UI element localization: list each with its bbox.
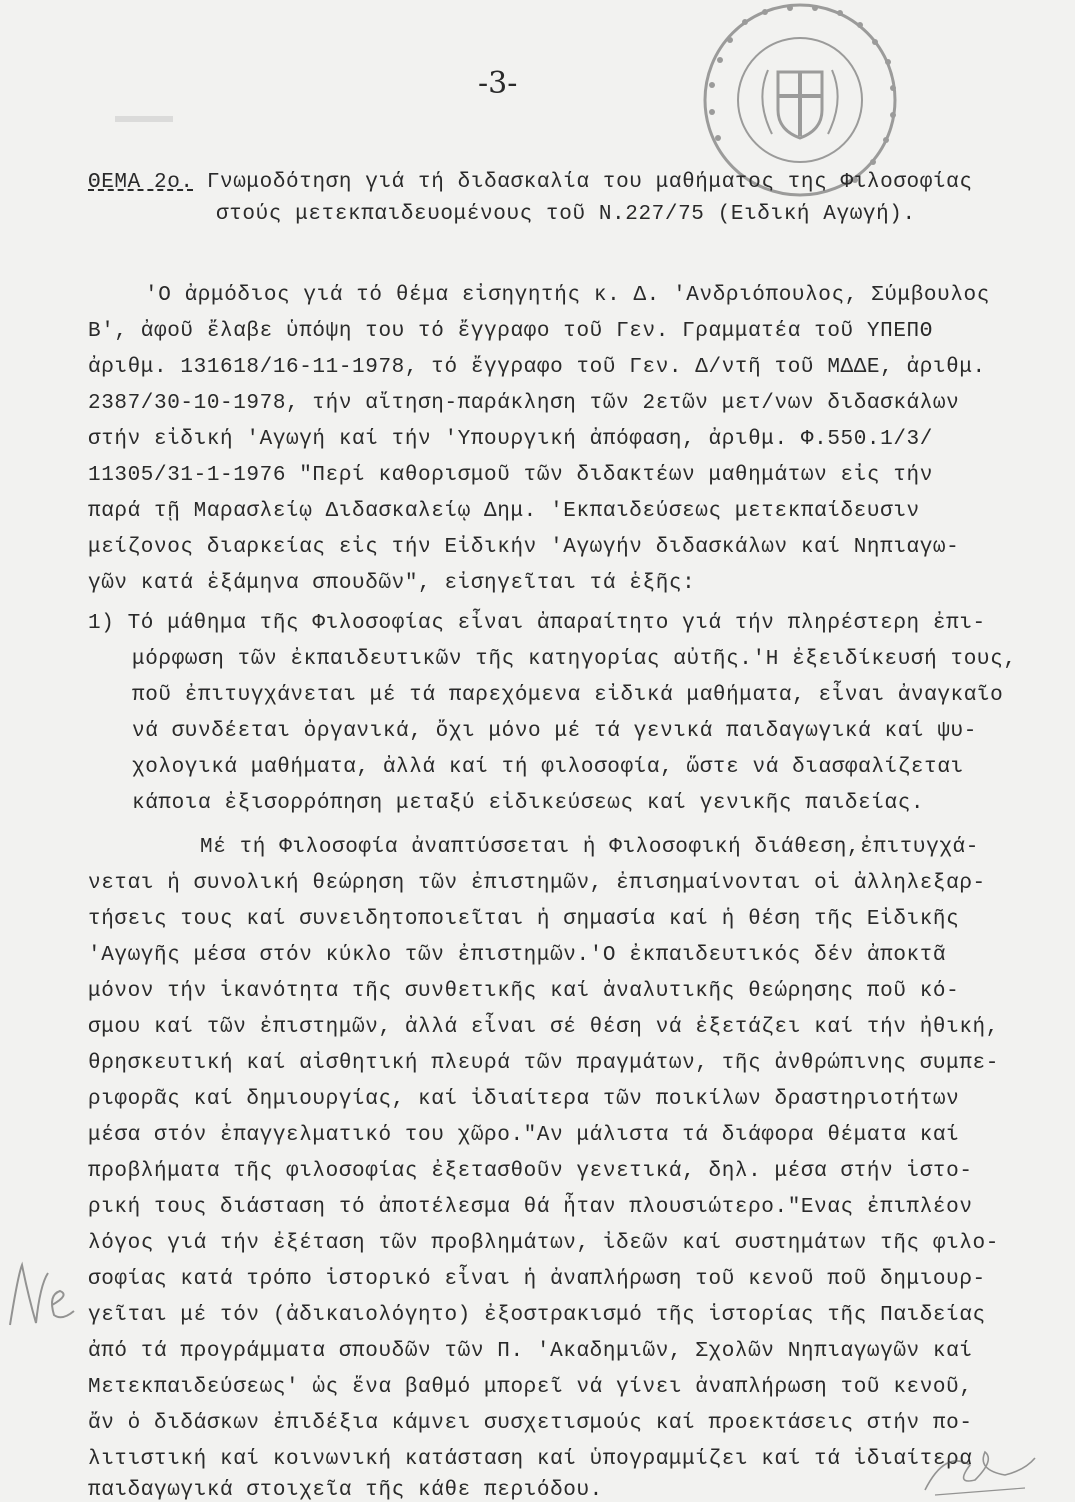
- subject-title-line-2: στούς μετεκπαιδευομένους τοῦ Ν.227/75 (Ειδική Αγωγή).: [216, 203, 916, 226]
- faint-mark-icon: [115, 112, 175, 126]
- body-line: Μετεκπαιδεύσεως' ὡς ἕνα βαθμό μπορεῖ νά γίνει ἀναπλήρωση τοῦ κενοῦ,: [88, 1376, 973, 1399]
- body-line: σοφίας κατά τρόπο ἱστορικό εἶναι ἡ ἀναπλήρωση τοῦ κενοῦ ποῦ δημιουρ-: [88, 1268, 986, 1291]
- body-line: ριφορᾶς καί δημιουργίας, καί ἰδιαίτερα τῶν ποικίλων δραστηριοτήτων: [88, 1088, 960, 1111]
- body-line: Μέ τή Φιλοσοφία ἀναπτύσσεται ἡ Φιλοσοφική διάθεση,ἐπιτυγχά-: [200, 836, 979, 859]
- body-line: στήν εἰδική 'Αγωγή καί τήν 'Υπουργική ἀπόφαση, ἀριθμ. Φ.550.1/3/: [88, 428, 933, 451]
- body-line: νεται ἡ συνολική θεώρηση τῶν ἐπιστημῶν, ἐπισημαίνονται οἱ ἀλληλεξαρ-: [88, 872, 986, 895]
- body-line: κάποια ἐξισορρόπηση μεταξύ εἰδικεύσεως καί γενικῆς παιδείας.: [132, 792, 925, 815]
- body-line: 'Ο ἀρμόδιος γιά τό θέμα εἰσηγητής κ. Δ. 'Ανδριόπουλος, Σύμβουλος: [145, 284, 990, 307]
- page-number: -3-: [478, 66, 518, 101]
- numbered-item-1: 1) Τό μάθημα τῆς Φιλοσοφίας εἶναι ἀπαραίτητο γιά τήν πληρέστερη ἐπι-: [88, 612, 986, 635]
- subject-title-line-1: Γνωμοδότηση γιά τή διδασκαλία του μαθήματος της Φιλοσοφίας: [206, 171, 973, 194]
- body-line: μέσα στόν ἐπαγγελματικό του χῶρο."Αν μάλιστα τά διάφορα θέματα καί: [88, 1124, 960, 1147]
- body-line: παρά τῇ Μαρασλείῳ Διδασκαλείῳ Δημ. 'Εκπαιδεύσεως μετεκπαίδευσιν: [88, 500, 920, 523]
- body-line: Β', ἀφοῦ ἔλαβε ὑπόψη του τό ἔγγραφο τοῦ Γεν. Γραμματέα τοῦ ΥΠΕΠΘ: [88, 320, 933, 343]
- body-line: 'Αγωγῆς μέσα στόν κύκλο τῶν ἐπιστημῶν.'Ο ἐκπαιδευτικός δέν ἀποκτᾶ: [88, 944, 947, 967]
- body-line: μείζονος διαρκείας εἰς τήν Εἰδικήν 'Αγωγήν διδασκάλων καί Νηπιαγω-: [88, 536, 960, 559]
- subject-label: ΘΕΜΑ 2ο.: [88, 171, 194, 194]
- body-line: γῶν κατά ἑξάμηνα σπουδῶν", εἰσηγεῖται τά ἑξῆς:: [88, 572, 696, 595]
- body-line: λιτιστική καί κοινωνική κατάσταση καί ὑπογραμμίζει καί τά ἰδιαίτερα: [88, 1448, 973, 1471]
- signature-icon: [915, 1440, 1045, 1500]
- body-line: ρική τους διάσταση τό ἀποτέλεσμα θά ἦταν πλουσιώτερο."Ενας ἐπιπλέον: [88, 1196, 973, 1219]
- body-line: τήσεις τους καί συνειδητοποιεῖται ἡ σημασία καί ἡ θέση τῆς Εἰδικῆς: [88, 908, 960, 931]
- body-line: λόγος γιά τήν ἐξέταση τῶν προβλημάτων, ἰδεῶν καί συστημάτων τῆς φιλο-: [88, 1232, 999, 1255]
- body-line: μόρφωση τῶν ἐκπαιδευτικῶν τῆς κατηγορίας αὐτῆς.'Η ἐξειδίκευσή τους,: [132, 648, 1017, 671]
- body-line: μόνον τήν ἱκανότητα τῆς συνθετικῆς καί ἀναλυτικῆς θεώρησης ποῦ κό-: [88, 980, 960, 1003]
- body-line: ἀπό τά προγράμματα σπουδῶν τῶν Π. 'Ακαδημιῶν, Σχολῶν Νηπιαγωγῶν καί: [88, 1340, 973, 1363]
- margin-note-text: [4, 1340, 5, 1341]
- body-line: ποῦ ἐπιτυγχάνεται μέ τά παρεχόμενα εἰδικά μαθήματα, εἶναι ἀναγκαῖο: [132, 684, 1004, 707]
- body-line: νά συνδέεται ὀργανικά, ὄχι μόνο μέ τά γενικά παιδαγωγικά καί ψυ-: [132, 720, 977, 743]
- margin-note-icon: [0, 1255, 80, 1335]
- body-line: 2387/30-10-1978, τήν αἴτηση-παράκληση τῶν 2ετῶν μετ/νων διδασκάλων: [88, 392, 960, 415]
- subject-heading-line-1: [88, 170, 973, 196]
- body-line: ἀριθμ. 131618/16-11-1978, τό ἔγγραφο τοῦ Γεν. Δ/ντῆ τοῦ ΜΔΔΕ, ἀριθμ.: [88, 356, 986, 379]
- body-line: 11305/31-1-1976 "Περί καθορισμοῦ τῶν διδακτέων μαθημάτων εἰς τήν: [88, 464, 933, 487]
- body-line: θρησκευτική καί αἰσθητική πλευρά τῶν πραγμάτων, τῆς ἀνθρώπινης συμπε-: [88, 1052, 999, 1075]
- body-line: χολογικά μαθήματα, ἀλλά καί τή φιλοσοφία, ὥστε νά διασφαλίζεται: [132, 756, 964, 779]
- body-line: παιδαγωγικά στοιχεῖα τῆς κάθε περιόδου.: [88, 1479, 603, 1502]
- body-line: ἄν ὁ διδάσκων ἐπιδέξια κάμνει συσχετισμούς καί προεκτάσεις στήν πο-: [88, 1412, 973, 1435]
- body-line: σμου καί τῶν ἐπιστημῶν, ἀλλά εἶναι σέ θέση νά ἐξετάζει καί τήν ἠθική,: [88, 1016, 999, 1039]
- body-line: γεῖται μέ τόν (ἀδικαιολόγητο) ἐξοστρακισμό τῆς ἱστορίας τῆς Παιδείας: [88, 1304, 986, 1327]
- body-line: προβλήματα τῆς φιλοσοφίας ἐξετασθοῦν γενετικά, δηλ. μέσα στήν ἱστο-: [88, 1160, 973, 1183]
